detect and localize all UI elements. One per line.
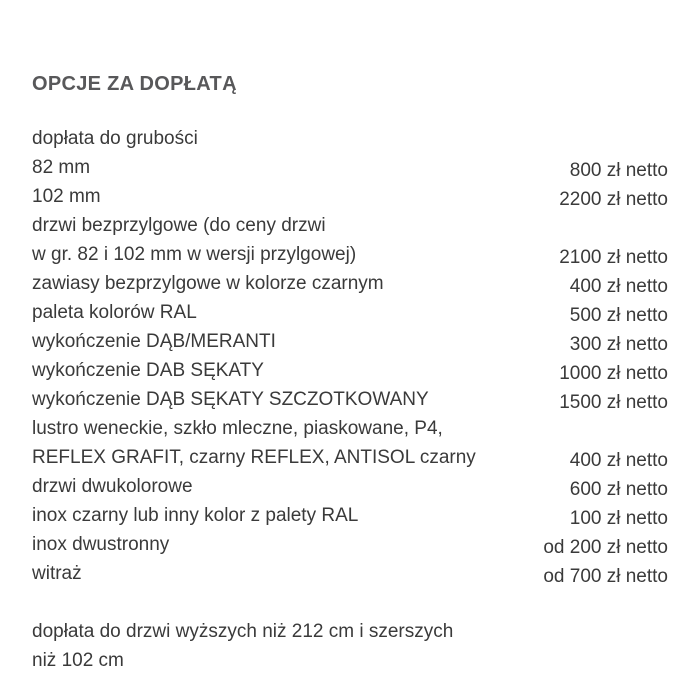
item-price: 2100 zł netto xyxy=(559,247,668,268)
item-label-line: w gr. 82 i 102 mm w wersji przylgowej) xyxy=(32,244,357,265)
item-label-line: drzwi dwukolorowe xyxy=(32,476,193,497)
item-label xyxy=(32,414,476,472)
item-label-line: wykończenie DAB SĘKATY xyxy=(32,360,264,381)
item-price: 800 zł netto xyxy=(569,160,668,181)
item-label xyxy=(32,269,384,298)
item-price: 400 zł netto xyxy=(569,276,668,297)
price-list-row xyxy=(32,559,668,588)
page-title: OPCJE ZA DOPŁATĄ xyxy=(32,73,237,95)
footer-note-line: dopłata do drzwi wyższych niż 212 cm i szerszych xyxy=(32,621,454,642)
item-label xyxy=(32,327,276,356)
footer-note xyxy=(32,617,668,675)
item-label xyxy=(32,182,101,211)
item-label-line: inox czarny lub inny kolor z palety RAL xyxy=(32,505,359,526)
item-label-line: 82 mm xyxy=(32,157,91,178)
item-label-line: 102 mm xyxy=(32,186,101,207)
item-label-line: paleta kolorów RAL xyxy=(32,302,197,323)
item-label xyxy=(32,356,264,385)
price-list-row xyxy=(32,501,668,530)
item-price: 600 zł netto xyxy=(569,479,668,500)
price-list-row xyxy=(32,124,668,153)
item-label-line: drzwi bezprzylgowe (do ceny drzwi xyxy=(32,215,326,236)
item-price: 2200 zł netto xyxy=(559,189,668,210)
item-label xyxy=(32,385,429,414)
item-label xyxy=(32,124,198,153)
item-label-line: dopłata do grubości xyxy=(32,128,198,149)
price-list-row xyxy=(32,327,668,356)
item-price: 1500 zł netto xyxy=(559,392,668,413)
item-price: 100 zł netto xyxy=(569,508,668,529)
item-label-line: REFLEX GRAFIT, czarny REFLEX, ANTISOL czarny xyxy=(32,447,476,468)
footer-note-line: niż 102 cm xyxy=(32,650,124,671)
item-price: 400 zł netto xyxy=(569,450,668,471)
price-list-row xyxy=(32,182,668,211)
price-list-row xyxy=(32,385,668,414)
price-list xyxy=(32,124,668,588)
item-price: 500 zł netto xyxy=(569,305,668,326)
item-label xyxy=(32,472,193,501)
item-price: od 700 zł netto xyxy=(543,566,668,587)
item-label xyxy=(32,153,90,182)
price-list-row xyxy=(32,269,668,298)
item-label xyxy=(32,559,82,588)
item-label xyxy=(32,211,356,269)
price-list-row xyxy=(32,211,668,269)
item-label-line: witraż xyxy=(32,563,82,584)
item-price: 1000 zł netto xyxy=(559,363,668,384)
item-price: od 200 zł netto xyxy=(543,537,668,558)
item-label-line: wykończenie DĄB/MERANTI xyxy=(32,331,276,352)
item-label-line: wykończenie DĄB SĘKATY SZCZOTKOWANY xyxy=(32,389,429,410)
price-list-row xyxy=(32,153,668,182)
item-label xyxy=(32,501,358,530)
price-list-row xyxy=(32,414,668,472)
item-label-line: zawiasy bezprzylgowe w kolorze czarnym xyxy=(32,273,384,294)
price-list-row xyxy=(32,530,668,559)
item-price: 300 zł netto xyxy=(569,334,668,355)
price-list-row xyxy=(32,298,668,327)
item-label-line: lustro weneckie, szkło mleczne, piaskowane, P4, xyxy=(32,418,443,439)
item-label xyxy=(32,298,197,327)
item-label-line: inox dwustronny xyxy=(32,534,170,555)
price-list-row xyxy=(32,472,668,501)
price-list-row xyxy=(32,356,668,385)
item-label xyxy=(32,530,169,559)
